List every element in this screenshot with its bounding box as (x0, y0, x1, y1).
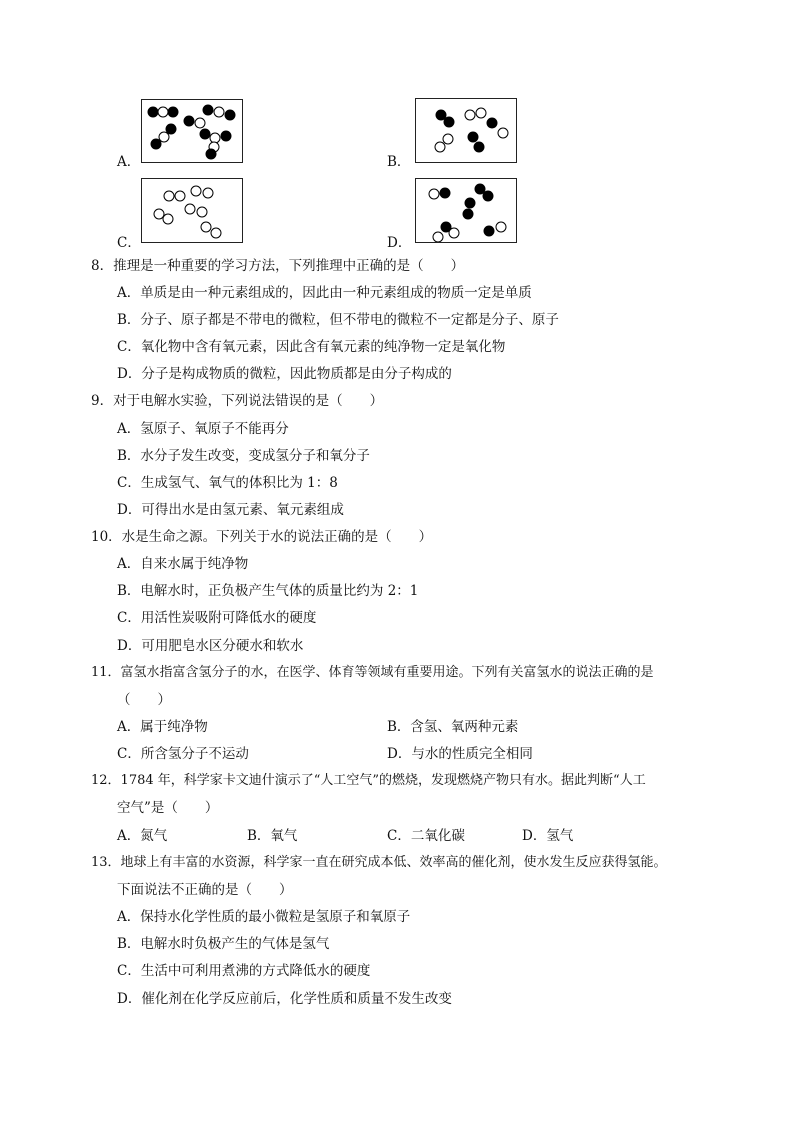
question-13-option-a: A．保持水化学性质的最小微粒是氢原子和氧原子 (117, 909, 411, 925)
question-13-option-b: B．电解水时负极产生的气体是氢气 (117, 936, 330, 952)
molecule-diagram-b (416, 99, 516, 162)
option-d-label: D． (387, 235, 412, 251)
question-8-stem: 8．推理是一种重要的学习方法，下列推理中正确的是（ ） (91, 258, 465, 274)
molecule-diagram-a (142, 100, 242, 162)
option-d-figure (415, 178, 517, 243)
question-11-option-b: B．含氢、氧两种元素 (387, 719, 519, 735)
question-11-stem-continued: （ ） (117, 692, 171, 708)
question-12-option-c: C．二氧化碳 (387, 828, 465, 844)
option-b-label: B． (387, 154, 411, 170)
question-9-option-b: B．水分子发生改变，变成氢分子和氧分子 (117, 448, 370, 464)
question-12-stem-continued: 空气”是（ ） (117, 800, 219, 816)
question-12-option-a: A．氮气 (117, 828, 168, 844)
question-13-option-d: D．催化剂在化学反应前后，化学性质和质量不发生改变 (117, 991, 452, 1007)
option-c-figure (141, 178, 243, 243)
question-13-stem: 13．地球上有丰富的水资源，科学家一直在研究成本低、效率高的催化剂，使水发生反应获得氢能。 (91, 855, 667, 870)
question-12-option-b: B．氧气 (247, 828, 298, 844)
question-8-option-b: B．分子、原子都是不带电的微粒，但不带电的微粒不一定都是分子、原子 (117, 312, 559, 328)
question-10-stem: 10．水是生命之源。下列关于水的说法正确的是（ ） (91, 529, 433, 545)
question-8-option-a: A．单质是由一种元素组成的，因此由一种元素组成的物质一定是单质 (117, 285, 532, 301)
option-c-label: C． (117, 235, 141, 251)
question-9-stem: 9．对于电解水实验，下列说法错误的是（ ） (91, 393, 384, 409)
question-11-stem: 11．富氢水指富含氢分子的水，在医学、体育等领域有重要用途。下列有关富氢水的说法正确的是 (91, 665, 654, 680)
question-10-option-b: B．电解水时，正负极产生气体的质量比约为 2：1 (117, 583, 419, 599)
question-13-stem-continued: 下面说法不正确的是（ ） (117, 882, 293, 898)
question-13-option-c: C．生活中可利用煮沸的方式降低水的硬度 (117, 963, 371, 979)
question-9-option-c: C．生成氢气、氧气的体积比为 1：8 (117, 475, 338, 491)
molecule-diagram-c (142, 179, 242, 242)
question-12-stem: 12．1784 年，科学家卡文迪什演示了“人工空气”的燃烧，发现燃烧产物只有水。据此判断“人工 (91, 773, 646, 788)
question-9-option-d: D．可得出水是由氢元素、氧元素组成 (117, 502, 344, 518)
option-b-figure (415, 98, 517, 163)
molecule-diagram-d (416, 179, 516, 242)
question-11-option-a: A．属于纯净物 (117, 719, 208, 735)
question-9-option-a: A．氢原子、氧原子不能再分 (117, 421, 289, 437)
question-10-option-d: D．可用肥皂水区分硬水和软水 (117, 638, 304, 654)
question-11-option-c: C．所含氢分子不运动 (117, 746, 249, 762)
question-11-option-d: D．与水的性质完全相同 (387, 746, 533, 762)
option-a-figure (141, 99, 243, 163)
question-10-option-c: C．用活性炭吸附可降低水的硬度 (117, 610, 317, 626)
question-10-option-a: A．自来水属于纯净物 (117, 556, 249, 572)
option-a-label: A． (117, 154, 141, 170)
question-8-option-c: C．氧化物中含有氧元素，因此含有氧元素的纯净物一定是氧化物 (117, 339, 506, 355)
question-12-option-d: D．氢气 (522, 828, 574, 844)
question-8-option-d: D．分子是构成物质的微粒，因此物质都是由分子构成的 (117, 366, 452, 382)
